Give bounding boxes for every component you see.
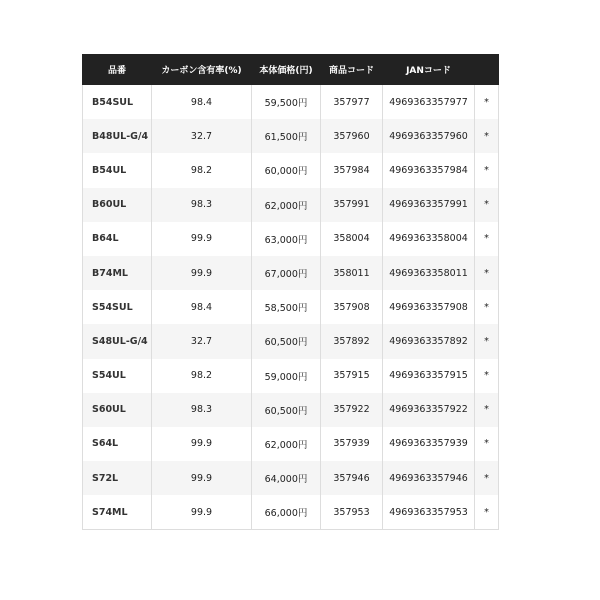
cell-carbon: 98.3 xyxy=(152,188,252,222)
cell-product-code: 357960 xyxy=(321,119,383,153)
cell-price: 66,000円 xyxy=(252,495,321,530)
cell-model: S60UL xyxy=(83,393,152,427)
cell-carbon: 32.7 xyxy=(152,324,252,358)
cell-price: 60,000円 xyxy=(252,153,321,187)
cell-price: 64,000円 xyxy=(252,461,321,495)
cell-price: 60,500円 xyxy=(252,324,321,358)
cell-jan-code: 4969363357991 xyxy=(383,188,475,222)
cell-carbon: 98.4 xyxy=(152,85,252,120)
cell-note: * xyxy=(475,85,499,120)
table-row xyxy=(83,427,499,461)
cell-carbon: 99.9 xyxy=(152,222,252,256)
cell-carbon: 99.9 xyxy=(152,495,252,530)
cell-note: * xyxy=(475,324,499,358)
cell-price: 62,000円 xyxy=(252,427,321,461)
cell-product-code: 357915 xyxy=(321,359,383,393)
cell-model: B60UL xyxy=(83,188,152,222)
cell-product-code: 358004 xyxy=(321,222,383,256)
cell-product-code: 357892 xyxy=(321,324,383,358)
table-row xyxy=(83,393,499,427)
cell-note: * xyxy=(475,359,499,393)
cell-note: * xyxy=(475,427,499,461)
table-row xyxy=(83,461,499,495)
cell-model: B54UL xyxy=(83,153,152,187)
header-row xyxy=(83,55,499,85)
cell-carbon: 98.4 xyxy=(152,290,252,324)
cell-carbon: 98.3 xyxy=(152,393,252,427)
table-row xyxy=(83,119,499,153)
cell-price: 59,500円 xyxy=(252,85,321,120)
cell-product-code: 357922 xyxy=(321,393,383,427)
table-row xyxy=(83,359,499,393)
cell-product-code: 358011 xyxy=(321,256,383,290)
cell-price: 61,500円 xyxy=(252,119,321,153)
header-note xyxy=(475,55,499,85)
cell-jan-code: 4969363357953 xyxy=(383,495,475,530)
cell-jan-code: 4969363357960 xyxy=(383,119,475,153)
cell-carbon: 98.2 xyxy=(152,153,252,187)
cell-model: S54SUL xyxy=(83,290,152,324)
cell-note: * xyxy=(475,119,499,153)
cell-model: B74ML xyxy=(83,256,152,290)
cell-jan-code: 4969363357892 xyxy=(383,324,475,358)
cell-note: * xyxy=(475,188,499,222)
table-row xyxy=(83,222,499,256)
table-row xyxy=(83,290,499,324)
cell-carbon: 32.7 xyxy=(152,119,252,153)
cell-jan-code: 4969363357977 xyxy=(383,85,475,120)
cell-note: * xyxy=(475,222,499,256)
spec-table-container xyxy=(82,54,498,530)
cell-product-code: 357939 xyxy=(321,427,383,461)
header-model: 品番 xyxy=(83,55,152,85)
cell-model: S54UL xyxy=(83,359,152,393)
cell-product-code: 357908 xyxy=(321,290,383,324)
cell-jan-code: 4969363357946 xyxy=(383,461,475,495)
cell-jan-code: 4969363358004 xyxy=(383,222,475,256)
table-row xyxy=(83,85,499,120)
cell-jan-code: 4969363357939 xyxy=(383,427,475,461)
cell-note: * xyxy=(475,461,499,495)
table-row xyxy=(83,495,499,530)
cell-price: 58,500円 xyxy=(252,290,321,324)
cell-product-code: 357991 xyxy=(321,188,383,222)
cell-note: * xyxy=(475,495,499,530)
cell-jan-code: 4969363357908 xyxy=(383,290,475,324)
cell-jan-code: 4969363357922 xyxy=(383,393,475,427)
cell-jan-code: 4969363357984 xyxy=(383,153,475,187)
table-row xyxy=(83,256,499,290)
cell-price: 63,000円 xyxy=(252,222,321,256)
table-body xyxy=(83,85,499,530)
cell-model: S48UL-G/4 xyxy=(83,324,152,358)
cell-model: B64L xyxy=(83,222,152,256)
cell-model: B48UL-G/4 xyxy=(83,119,152,153)
cell-carbon: 99.9 xyxy=(152,256,252,290)
cell-model: S74ML xyxy=(83,495,152,530)
header-price: 本体価格(円) xyxy=(252,55,321,85)
cell-carbon: 99.9 xyxy=(152,461,252,495)
cell-carbon: 98.2 xyxy=(152,359,252,393)
cell-jan-code: 4969363357915 xyxy=(383,359,475,393)
cell-jan-code: 4969363358011 xyxy=(383,256,475,290)
cell-model: B54SUL xyxy=(83,85,152,120)
cell-note: * xyxy=(475,153,499,187)
cell-price: 62,000円 xyxy=(252,188,321,222)
table-header xyxy=(83,55,499,85)
cell-model: S72L xyxy=(83,461,152,495)
cell-product-code: 357953 xyxy=(321,495,383,530)
cell-price: 67,000円 xyxy=(252,256,321,290)
table-row xyxy=(83,324,499,358)
cell-note: * xyxy=(475,290,499,324)
header-code: 商品コード xyxy=(321,55,383,85)
cell-note: * xyxy=(475,256,499,290)
cell-product-code: 357977 xyxy=(321,85,383,120)
cell-product-code: 357984 xyxy=(321,153,383,187)
table-row xyxy=(83,153,499,187)
table-row xyxy=(83,188,499,222)
cell-model: S64L xyxy=(83,427,152,461)
cell-product-code: 357946 xyxy=(321,461,383,495)
header-carbon: カーボン含有率(%) xyxy=(152,55,252,85)
header-jan: JANコード xyxy=(383,55,475,85)
cell-carbon: 99.9 xyxy=(152,427,252,461)
cell-price: 60,500円 xyxy=(252,393,321,427)
cell-price: 59,000円 xyxy=(252,359,321,393)
cell-note: * xyxy=(475,393,499,427)
spec-table xyxy=(82,54,499,530)
